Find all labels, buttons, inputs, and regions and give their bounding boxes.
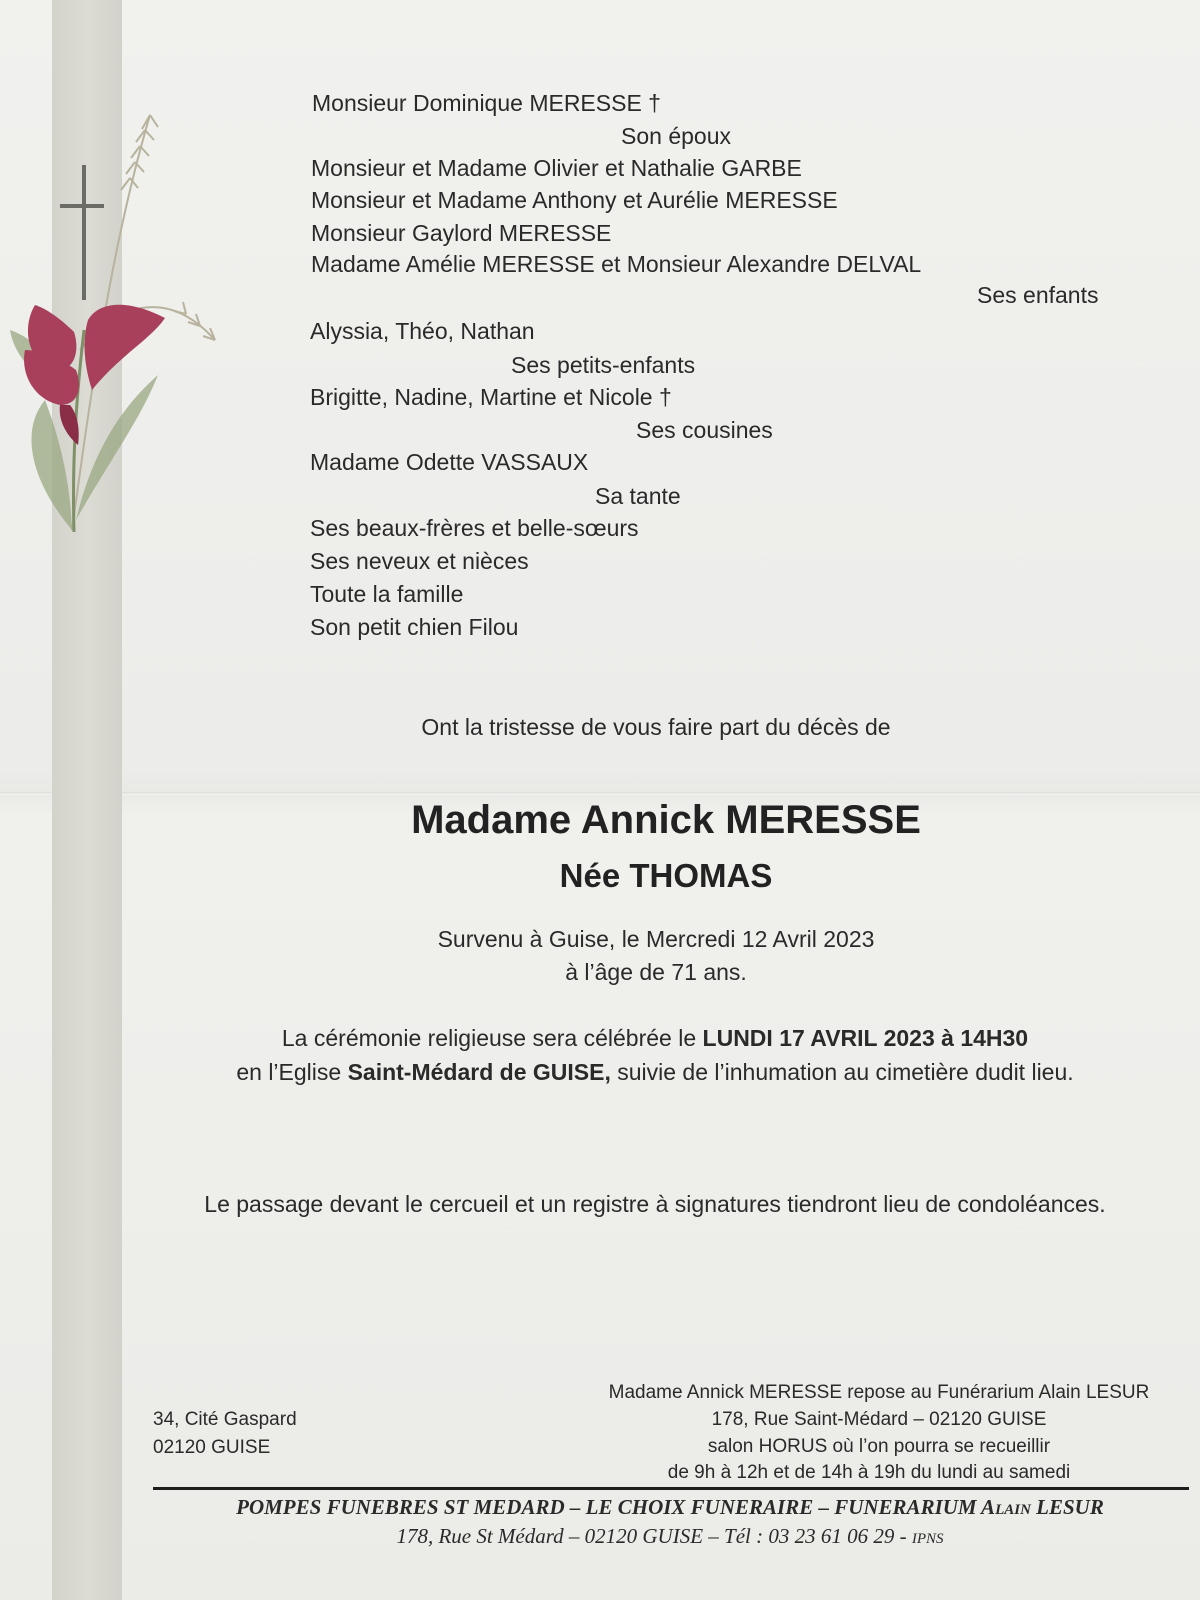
grandchildren-role: Ses petits-enfants (511, 352, 696, 378)
relatives-line: Son petit chien Filou (310, 614, 519, 640)
ceremony-line-1 (200, 1027, 1110, 1050)
funerarium-line-2: 178, Rue Saint-Médard – 02120 GUISE (711, 1409, 1047, 1430)
cross-icon (60, 165, 104, 300)
death-date-text: Survenu à Guise, le Mercredi 12 Avril 2023 (437, 926, 875, 952)
ceremony-date: LUNDI 17 AVRIL 2023 à 14H30 (702, 1025, 1029, 1051)
ceremony-intro: La cérémonie religieuse sera célébrée le (281, 1025, 703, 1051)
cousins-names: Brigitte, Nadine, Martine et Nicole † (310, 384, 672, 410)
burial-text: suivie de l’inhumation au cimetière dudit lieu. (610, 1059, 1074, 1085)
grandchildren-names: Alyssia, Théo, Nathan (310, 318, 535, 344)
cross-and-lily-ornament (0, 100, 230, 560)
aunt-name: Madame Odette VASSAUX (310, 449, 589, 475)
footer-divider (153, 1487, 1189, 1490)
husband-role: Son époux (621, 123, 731, 149)
family-address-line-1: 34, Cité Gaspard (153, 1409, 297, 1430)
church-name: Saint-Médard de GUISE, (347, 1059, 611, 1085)
deceased-name: Madame Annick MERESSE (411, 798, 921, 842)
relatives-line: Ses beaux-frères et belle-sœurs (310, 515, 639, 541)
husband-name: Monsieur Dominique MERESSE † (312, 90, 661, 116)
child-name: Madame Amélie MERESSE et Monsieur Alexandre DELVAL (311, 251, 922, 277)
funeral-company-name: POMPES FUNEBRES ST MEDARD – LE CHOIX FUNERAIRE – FUNERARIUM Alain LESUR (236, 1495, 1104, 1519)
aunt-role: Sa tante (595, 483, 681, 509)
child-name: Monsieur Gaylord MERESSE (311, 220, 612, 246)
family-address-line-2: 02120 GUISE (153, 1437, 271, 1458)
paper-fold (0, 792, 1200, 795)
announcement-text: Ont la tristesse de vous faire part du décès de (421, 714, 891, 740)
funerarium-line-3: salon HORUS où l’on pourra se recueillir (707, 1436, 1051, 1457)
funerarium-line-1: Madame Annick MERESSE repose au Funérarium Alain LESUR (608, 1382, 1150, 1403)
funeral-company-contact (150, 1526, 1190, 1547)
relatives-line: Toute la famille (310, 581, 464, 607)
funerarium-line-4: de 9h à 12h et de 14h à 19h du lundi au samedi (667, 1462, 1071, 1483)
company-address-phone: 178, Rue St Médard – 02120 GUISE – Tél : 03 23 61 06 29 - (396, 1524, 912, 1548)
death-age-text: à l’âge de 71 ans. (565, 959, 747, 985)
deceased-maiden-name: Née THOMAS (559, 857, 773, 894)
condolences-text: Le passage devant le cercueil et un registre à signatures tiendront lieu de condoléances. (204, 1191, 1106, 1217)
child-name: Monsieur et Madame Olivier et Nathalie GARBE (311, 155, 802, 181)
ipns-mark: IPNS (911, 1531, 944, 1547)
children-role: Ses enfants (977, 282, 1099, 308)
cousins-role: Ses cousines (636, 417, 773, 443)
ceremony-line-2 (150, 1061, 1160, 1084)
child-name: Monsieur et Madame Anthony et Aurélie MERESSE (311, 187, 838, 213)
church-prefix: en l’Eglise (236, 1059, 348, 1085)
relatives-line: Ses neveux et nièces (310, 548, 529, 574)
